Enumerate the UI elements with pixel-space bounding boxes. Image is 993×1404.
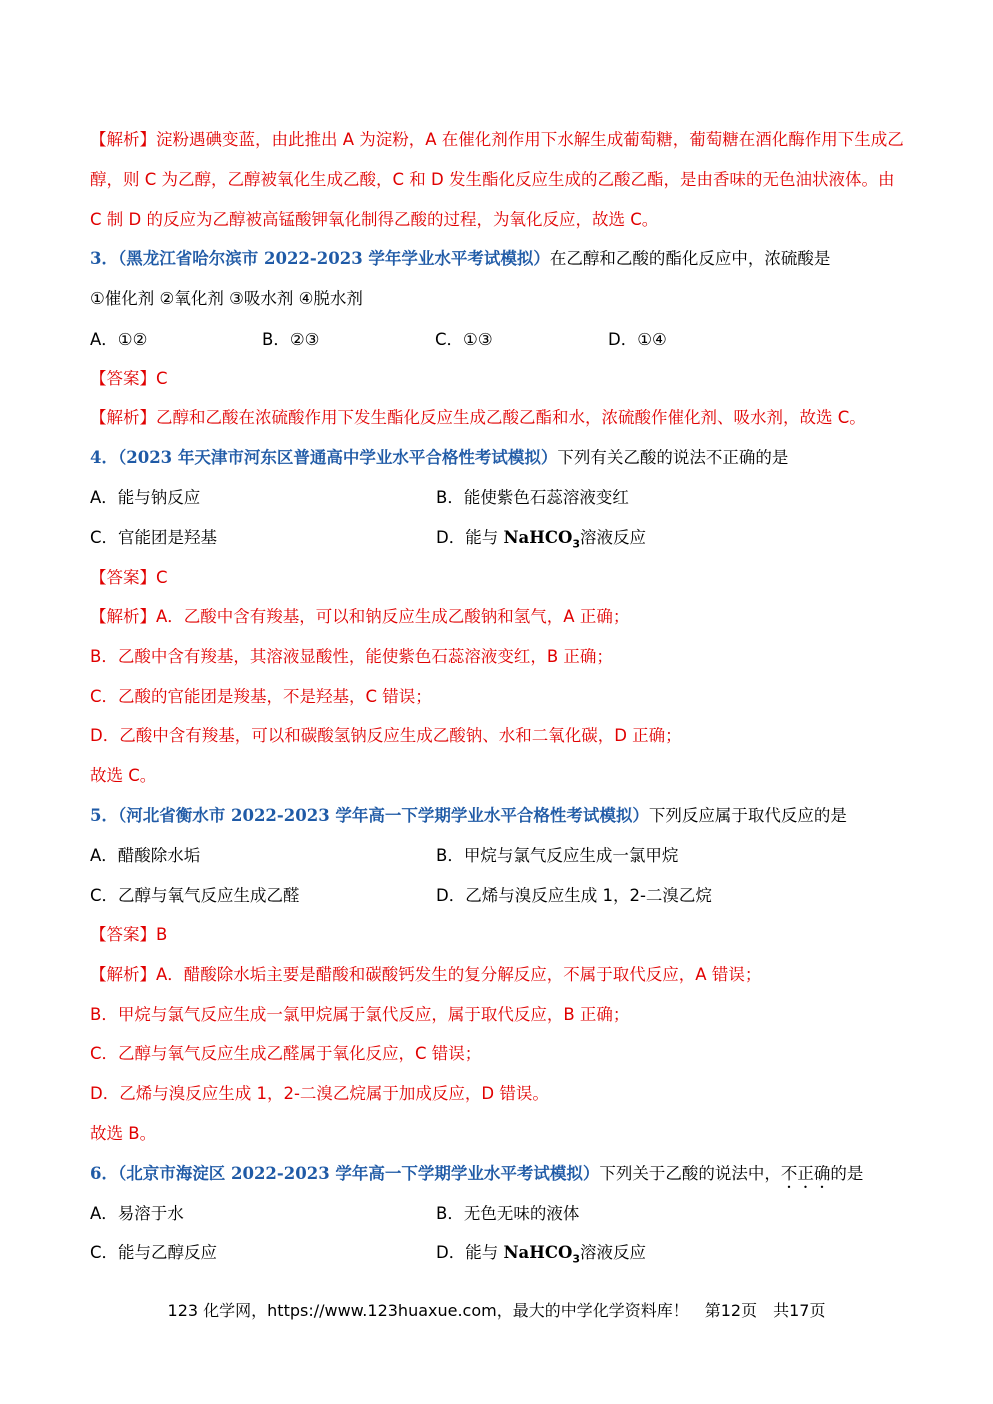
q5-option-c: C．乙醇与氧气反应生成乙醛 (90, 886, 300, 905)
q6-option-d-formula: NaHCO (503, 1243, 573, 1262)
q5-answer: 【答案】B (90, 925, 168, 944)
q5-option-a: A．醋酸除水垢 (90, 846, 201, 865)
q6-stem-prefix: 下列关于乙酸的说法中， (599, 1164, 781, 1183)
q6-option-d-suffix: 溶液反应 (579, 1243, 646, 1262)
q4-analysis-d: D．乙酸中含有羧基，可以和碳酸氢钠反应生成乙酸钠、水和二氧化碳，D 正确； (90, 726, 682, 745)
q3-answer: 【答案】C (90, 369, 168, 388)
q4-option-d-prefix: D．能与 (436, 528, 504, 547)
q3-option-a: A．①② (90, 330, 148, 349)
q4-number: 4． (90, 448, 118, 467)
q4-option-d-suffix: 溶液反应 (579, 528, 646, 547)
q3-items: ①催化剂 ②氧化剂 ③吸水剂 ④脱水剂 (90, 289, 363, 308)
q6-option-b: B．无色无味的液体 (436, 1204, 580, 1223)
q4-analysis-c: C．乙酸的官能团是羧基，不是羟基，C 错误； (90, 687, 432, 706)
q4-analysis-a: 【解析】A．乙酸中含有羧基，可以和钠反应生成乙酸钠和氢气，A 正确； (90, 607, 630, 626)
q5-number: 5． (90, 806, 118, 825)
page-footer: 123 化学网，https://www.123huaxue.com，最大的中学化学资料库！ 第12页 共17页 (167, 1301, 826, 1320)
q6-option-d-prefix: D．能与 (436, 1243, 504, 1262)
q2-analysis: 【解析】淀粉遇碘变蓝，由此推出 A 为淀粉，A 在催化剂作用下水解生成葡萄糖，葡萄糖在酒化酶作用下生成乙醇，则 C 为乙醇，乙醇被氧化生成乙酸，C 和 D 发生酯化反应生成的乙酸乙酯，是由香味的无色油状液体。由 C 制 D 的反应为乙醇被高锰酸钾氧化制得乙酸的过程，为氧化反应，故选 C。 (90, 130, 904, 229)
q4-option-a: A．能与钠反应 (90, 488, 201, 507)
q6-options-row2 (90, 1242, 910, 1264)
q3-option-d: D．①④ (608, 330, 667, 349)
q4-option-c: C．官能团是羟基 (90, 528, 218, 547)
q4-answer: 【答案】C (90, 568, 168, 587)
q5-options-row2 (90, 885, 910, 907)
q6-option-d (436, 1242, 646, 1270)
q6-option-a: A．易溶于水 (90, 1204, 184, 1223)
q4-stem: 下列有关乙酸的说法不正确的是 (557, 448, 789, 467)
q3-stem: 在乙醇和乙酸的酯化反应中，浓硫酸是 (549, 249, 831, 268)
q5-analysis-c: C．乙醇与氧气反应生成乙醛属于氧化反应，C 错误； (90, 1044, 482, 1063)
q6-options-row1 (90, 1203, 910, 1225)
q6-number: 6． (90, 1164, 118, 1183)
q5-option-b: B．甲烷与氯气反应生成一氯甲烷 (436, 846, 679, 865)
q5-analysis-b: B．甲烷与氯气反应生成一氯甲烷属于氯代反应，属于取代反应，B 正确； (90, 1005, 630, 1024)
q3-number: 3． (90, 249, 118, 268)
q6-option-c: C．能与乙醇反应 (90, 1243, 218, 1262)
q5-options-row1 (90, 845, 910, 867)
q6-stem-emphasis: 不正确 (780, 1164, 831, 1183)
q4-option-b: B．能使紫色石蕊溶液变红 (436, 488, 629, 507)
q3-option-c: C．①③ (435, 330, 493, 349)
q5-option-d: D．乙烯与溴反应生成 1，2-二溴乙烷 (436, 886, 712, 905)
q5-analysis-a: 【解析】A．醋酸除水垢主要是醋酸和碳酸钙发生的复分解反应，不属于取代反应，A 错误； (90, 965, 762, 984)
q6-option-d-sub: 3 (572, 1252, 580, 1266)
q5-stem: 下列反应属于取代反应的是 (648, 806, 847, 825)
q4-option-d-sub: 3 (572, 537, 580, 551)
q4-option-d-formula: NaHCO (503, 528, 573, 547)
q4-option-d (436, 527, 646, 555)
q5-heading (90, 805, 910, 827)
q5-conclusion: 故选 B。 (90, 1124, 157, 1143)
q6-heading (90, 1163, 910, 1192)
q3-heading (90, 248, 910, 270)
q3-option-b: B．②③ (262, 330, 320, 349)
q6-source: （北京市海淀区 2022-2023 学年高一下学期学业水平考试模拟） (117, 1164, 600, 1183)
q4-source: （2023 年天津市河东区普通高中学业水平合格性考试模拟） (117, 448, 558, 467)
q4-heading (90, 447, 910, 469)
q5-analysis-d: D．乙烯与溴反应生成 1，2-二溴乙烷属于加成反应，D 错误。 (90, 1084, 549, 1103)
q4-options-row1 (90, 487, 910, 509)
q4-conclusion: 故选 C。 (90, 766, 157, 785)
q5-source: （河北省衡水市 2022-2023 学年高一下学期学业水平合格性考试模拟） (117, 806, 649, 825)
q4-analysis-b: B．乙酸中含有羧基，其溶液显酸性，能使紫色石蕊溶液变红，B 正确； (90, 647, 613, 666)
q3-analysis: 【解析】乙醇和乙酸在浓硫酸作用下发生酯化反应生成乙酸乙酯和水，浓硫酸作催化剂、吸水剂，故选 C。 (90, 408, 866, 427)
q4-options-row2 (90, 527, 910, 549)
q6-stem-suffix: 的是 (830, 1164, 864, 1183)
q3-source: （黑龙江省哈尔滨市 2022-2023 学年学业水平考试模拟） (117, 249, 550, 268)
